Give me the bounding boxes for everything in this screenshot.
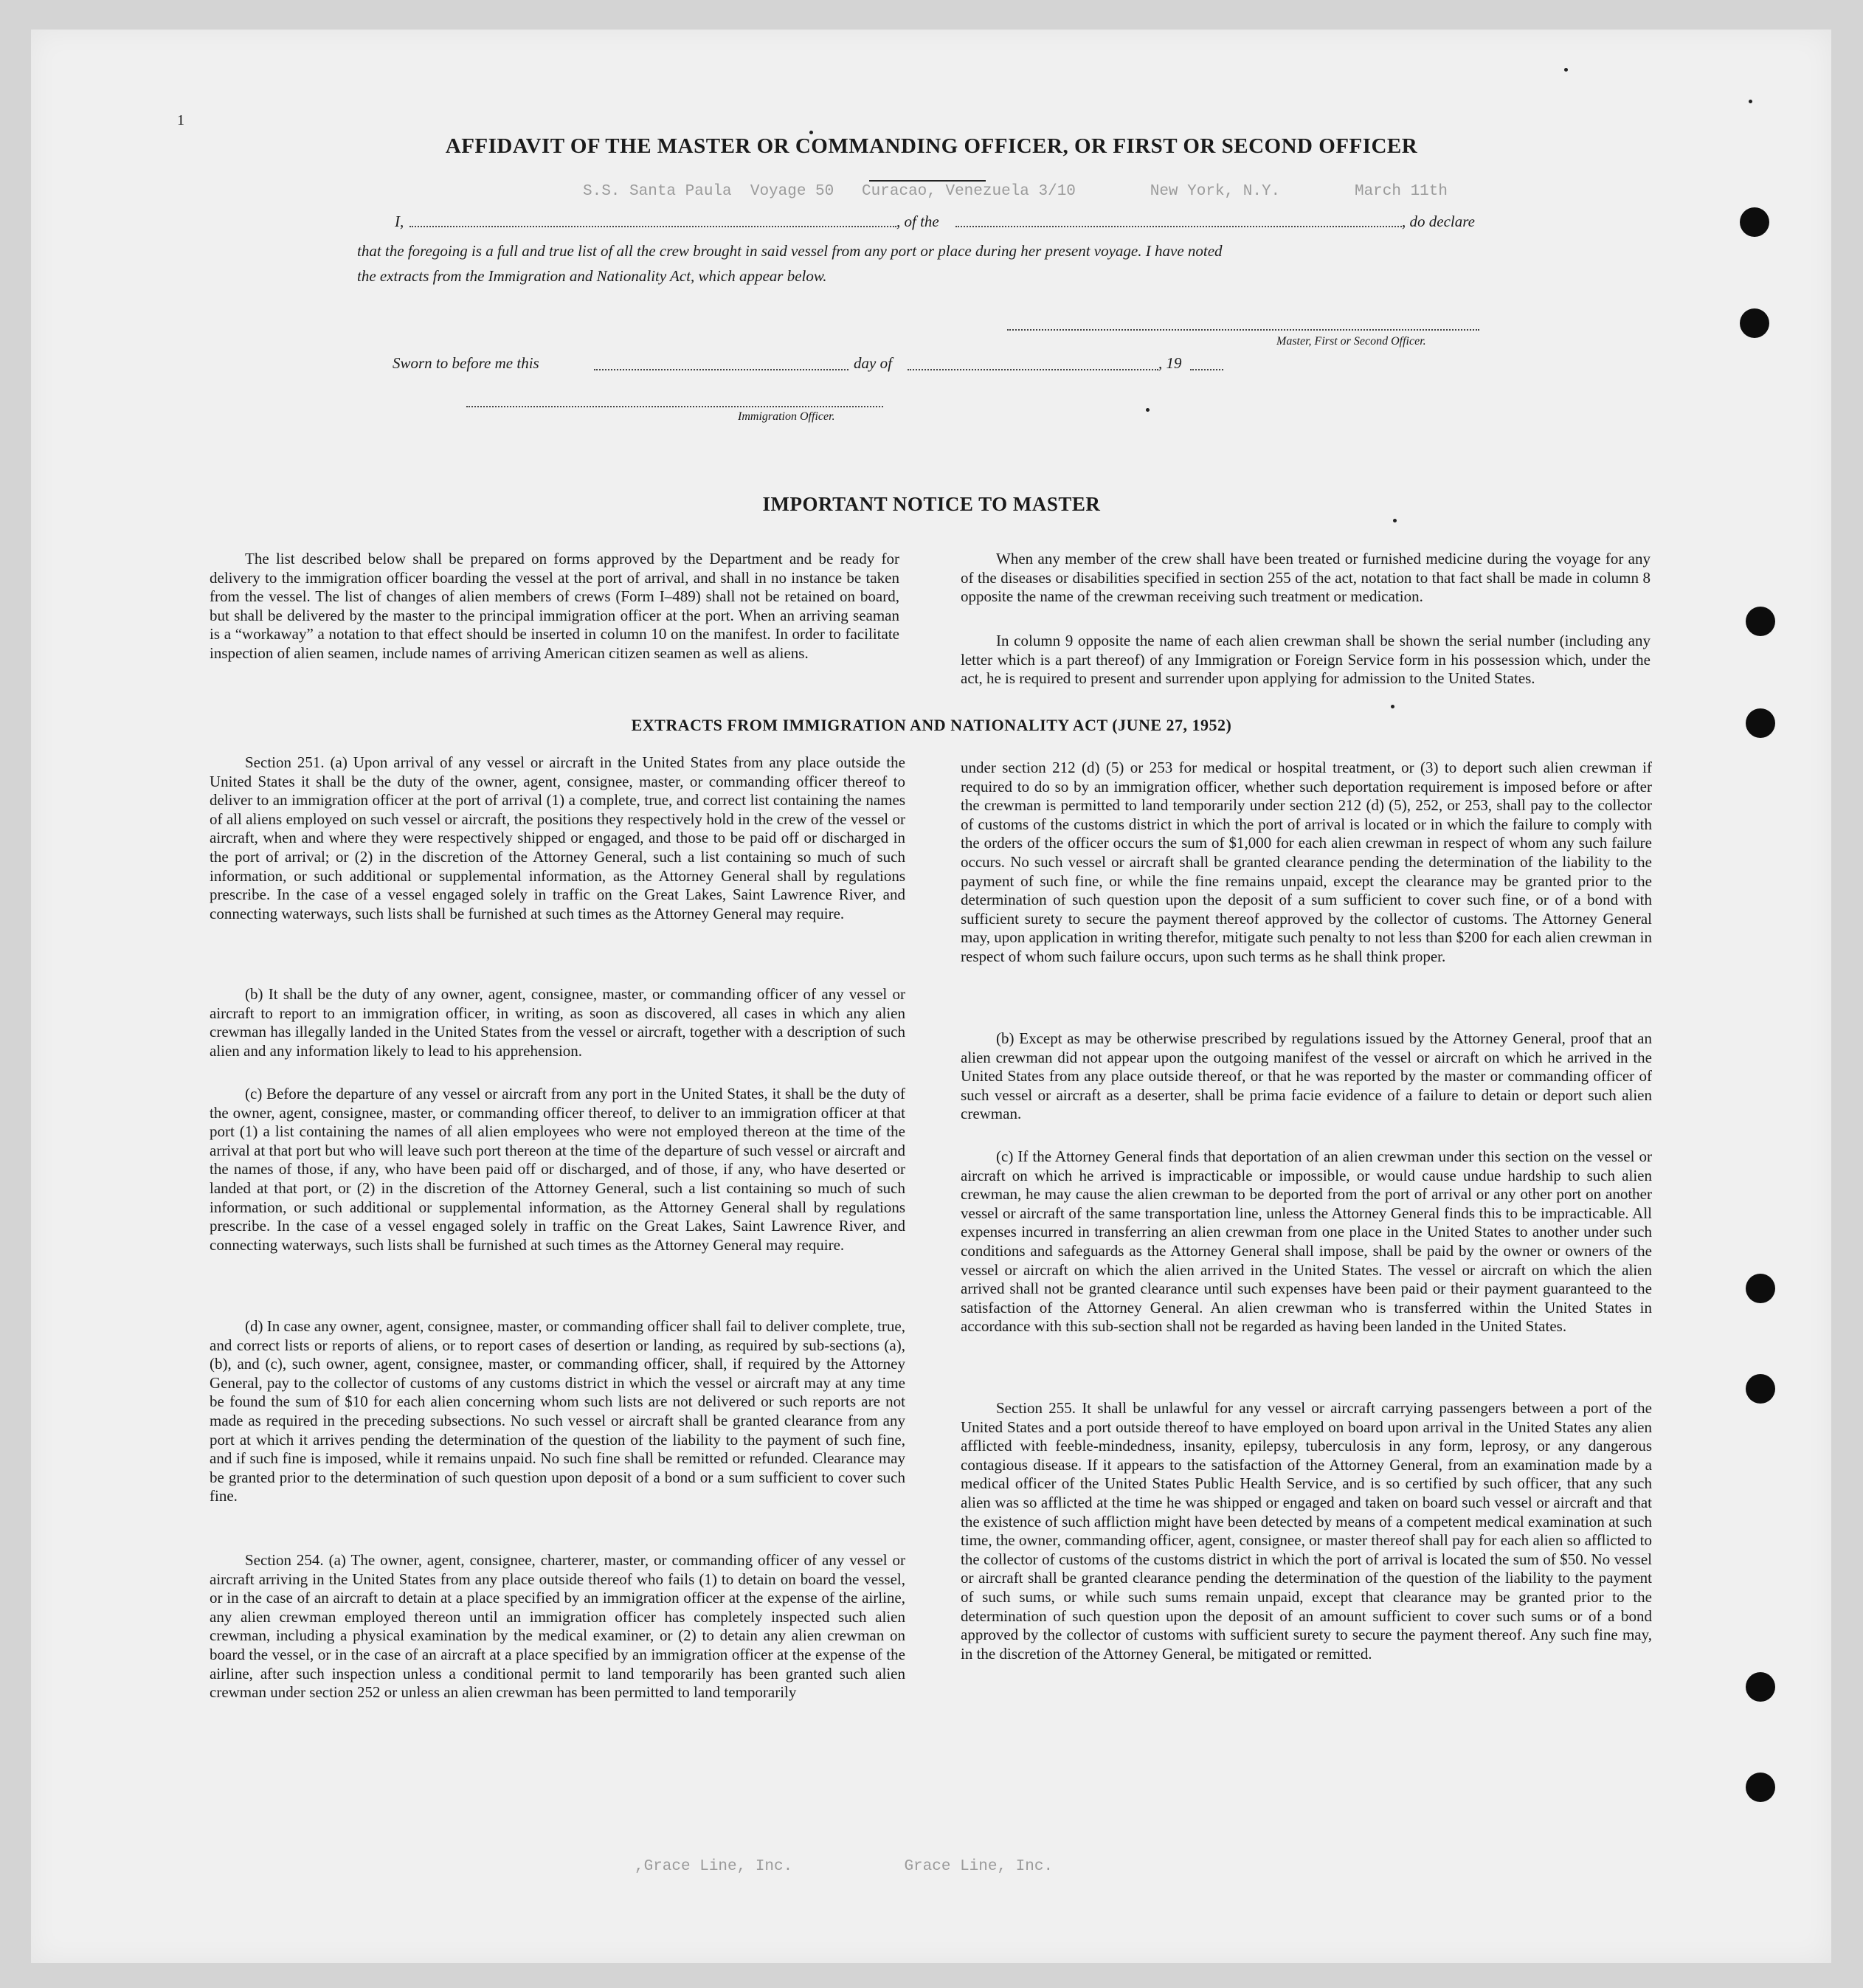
notice-title: IMPORTANT NOTICE TO MASTER xyxy=(762,493,1101,515)
extract-right-section-254a-cont: under section 212 (d) (5) or 253 for medical or hospital treatment, or (3) to deport such alien crewman if required to do so by an immigration officer, whether such deportation requirement is imposed before or after the crewman is permitted to land temporarily under section 212 (d) (5), 252, or 253, shall pay to the collector of customs of the customs district in which the port of arrival is located or in which the failure to comply with the orders of the officer occurs the sum of $1,000 for each alien crewman in respect of whom any such failure occurs. No such vessel or aircraft shall be granted clearance pending the determination of the liability to the payment of such fine, or while the fine remains unpaid, except the clearance may be granted prior to the determination of such question upon the deposit of a sum sufficient to cover such fine, or of a bond with sufficient surety to secure the payment thereof approved by the collector of customs. The Attorney General may, upon application in writing therefor, mitigate such penalty to not less than $200 for each alien crewman in respect of whom such failure occurs, upon such terms as he shall think proper. xyxy=(961,759,1652,965)
sworn-day-field[interactable] xyxy=(594,369,848,370)
immigration-officer-field[interactable] xyxy=(466,406,883,407)
punch-hole xyxy=(1740,308,1769,338)
declaration-line-2: the extracts from the Immigration and Nationality Act, which appear below. xyxy=(357,267,827,285)
notice-left-paragraph: The list described below shall be prepared on forms approved by the Department and be ready for delivery to the immigration officer boarding the vessel at the port of arrival, and shall in no instance be taken from the vessel. The list of changes of alien members of crews (Form I–489) shall not be retained on board, but shall be delivered by the master to the principal immigration officer at the port. When an arriving seaman is a “workaway” a notation to that effect should be inserted in column 10 on the manifest. In order to facilitate inspection of alien seamen, include names of arriving American citizen seamen as well as aliens. xyxy=(210,550,899,662)
master-signature-label: Master, First or Second Officer. xyxy=(1276,335,1426,348)
declaration-line-1: that the foregoing is a full and true list of all the crew brought in said vessel from any port or place during her present voyage. I have noted xyxy=(357,242,1223,260)
notice-right-paragraph-2: In column 9 opposite the name of each alien crewman shall be shown the serial number (including any letter which is a part thereof) of any Immigration or Foreign Service form in his possession which, under the act, he is required to present and surrender upon applying for admission to the United States. xyxy=(961,632,1651,688)
ink-speck xyxy=(1564,68,1568,72)
page-mark: 1 xyxy=(177,112,184,128)
showthrough-top: S.S. Santa Paula Voyage 50 Curacao, Venezuela 3/10 New York, N.Y. March 11th xyxy=(583,183,1448,200)
ink-speck xyxy=(1749,100,1752,103)
punch-hole xyxy=(1746,1374,1775,1404)
declaration-of-the: , of the xyxy=(896,213,939,230)
declaration-i: I, xyxy=(395,213,404,230)
punch-hole xyxy=(1746,607,1775,636)
extract-left-section-254a: Section 254. (a) The owner, agent, consignee, charterer, master, or commanding officer of any vessel or aircraft arriving in the United States from any place outside thereof who fails (1) to detain on board the vessel, or in the case of an aircraft to detain at a place specified by an immigration officer at the expense of the airline, any alien crewman employed thereon until an immigration officer has completely inspected such alien crewman, including a physical examination by the medical examiner, or (2) to detain any alien crewman on board the vessel, or in the case of an aircraft at a place specified by an immigration officer at the expense of the airline, after such inspection unless a conditional permit to land temporarily has been granted such alien crewman under section 252 or unless an alien crewman has been permitted to land temporarily xyxy=(210,1551,905,1702)
punch-hole xyxy=(1746,1672,1775,1702)
extract-left-section-251c: (c) Before the departure of any vessel or aircraft from any port in the United States, it shall be the duty of the owner, agent, consignee, master, or commanding officer thereof, to deliver to an immigration officer at that port (1) a list containing the names of all alien employees who were not employed thereon at the time of the arrival at that port but who will leave such port thereon at the time of the departure of such vessel or aircraft and the names of those, if any, who have been paid off or discharged, and of those, if any, who have deserted or landed at that port, or (2) in the discretion of the Attorney General, such a list containing so much of such information, or such additional or supplemental information, as the Attorney General shall by regulations prescribe. In the case of a vessel engaged solely in traffic on the Great Lakes, Saint Lawrence River, and connecting waterways, such lists shall be furnished at such times as the Attorney General may require. xyxy=(210,1085,905,1254)
extract-left-section-251a: Section 251. (a) Upon arrival of any vessel or aircraft in the United States from any place outside the United States it shall be the duty of the owner, agent, consignee, master, or commanding officer thereof to deliver to an immigration officer at the port of arrival (1) a complete, true, and correct list containing the names of all aliens employed on such vessel or aircraft, the positions they respectively hold in the crew of the vessel or aircraft, when and where they were respectively shipped or engaged, and those to be paid off or discharged in the port of arrival; or (2) in the discretion of the Attorney General, such a list containing so much of such information, or such additional or supplemental information, as the Attorney General shall by regulations prescribe. In the case of a vessel engaged solely in traffic on the Great Lakes, Saint Lawrence River, and connecting waterways, such lists shall be furnished at such times as the Attorney General may require. xyxy=(210,753,905,922)
year-label: , 19 xyxy=(1158,354,1182,372)
punch-hole xyxy=(1746,1274,1775,1303)
ink-speck xyxy=(809,131,813,134)
sworn-month-field[interactable] xyxy=(908,369,1158,370)
ink-speck xyxy=(1146,408,1150,412)
extract-left-section-251b: (b) It shall be the duty of any owner, agent, consignee, master, or commanding officer of any vessel or aircraft to report to an immigration officer, in writing, as soon as discovered, all cases in which any alien crewman has illegally landed in the United States from the vessel or aircraft, together with a description of such alien and any information likely to lead to his apprehension. xyxy=(210,985,905,1060)
extract-left-section-251d: (d) In case any owner, agent, consignee, master, or commanding officer shall fail to deliver complete, true, and correct lists or reports of aliens, or to report cases of desertion or landing, as required by sub-sections (a), (b), and (c), such owner, agent, consignee, master, or commanding officer, shall, if required by the Attorney General, pay to the collector of customs of any customs district in which the vessel or aircraft may at any time be found the sum of $10 for each alien concerning whom such lists are not delivered or such reports are not made as required in the preceding subsections. No such vessel or aircraft shall be granted clearance from any port at which it arrives pending the determination of the question of the liability to the payment of such fine, and if such fine is imposed, while it remains unpaid. No such fine shall be remitted or refunded. Clearance may be granted prior to the determination of such question upon deposit of a bond or a sum sufficient to cover such fine. xyxy=(210,1317,905,1505)
ink-speck xyxy=(1393,519,1397,522)
name-field[interactable] xyxy=(409,226,896,227)
showthrough-bottom: ,Grace Line, Inc. Grace Line, Inc. xyxy=(635,1858,1054,1875)
year-field[interactable] xyxy=(1190,369,1223,370)
day-of-label: day of xyxy=(854,354,892,372)
sworn-label: Sworn to before me this xyxy=(393,354,539,372)
ink-speck xyxy=(1391,705,1394,708)
extract-right-section-255: Section 255. It shall be unlawful for any vessel or aircraft carrying passengers between a port of the United States and a port outside thereof to have employed on board upon arrival in the United States any alien afflicted with feeble-mindedness, insanity, epilepsy, tuberculosis in any form, leprosy, or any dangerous contagious disease. If it appears to the satisfaction of the Attorney General, from an examination made by a medical officer of the United States Public Health Service, and is so certified by such officer, that any such alien was so afflicted at the time he was shipped or engaged and taken on board such vessel or aircraft and that the existence of such affliction might have been detected by means of a competent medical examination at such time, the owner, commanding officer, agent, consignee, or master thereof shall pay for each alien so afflicted to the collector of customs of the customs district in which the port of arrival is located the sum of $50. No vessel or aircraft shall be granted clearance pending the determination of the question of the liability to the payment of such sums, or while such sums remain unpaid, except that clearance may be granted prior to the determination of such question upon the deposit of an amount sufficient to cover such sums or of a bond approved by the collector of customs with sufficient surety to secure the payment thereof. Any such fine may, in the discretion of the Attorney General, be mitigated or remitted. xyxy=(961,1399,1652,1663)
immigration-officer-label: Immigration Officer. xyxy=(738,410,835,423)
title-rule xyxy=(869,180,986,182)
affidavit-title: AFFIDAVIT OF THE MASTER OR COMMANDING OFFICER, OR FIRST OR SECOND OFFICER xyxy=(445,134,1418,158)
notice-right-paragraph-1: When any member of the crew shall have been treated or furnished medicine during the voyage for any of the diseases or disabilities specified in section 255 of the act, notation to that fact shall be made in column 8 opposite the name of the crewman receiving such treatment or medication. xyxy=(961,550,1651,606)
master-signature-field[interactable] xyxy=(1007,329,1479,331)
extract-right-section-254b: (b) Except as may be otherwise prescribed by regulations issued by the Attorney General, proof that an alien crewman did not appear upon the outgoing manifest of the vessel or aircraft on which he arrived in the United States from any place outside thereof, or that he was reported by the master or commanding officer of such vessel or aircraft as a deserter, shall be prima facie evidence of a failure to detain or deport such alien crewman. xyxy=(961,1029,1652,1123)
declaration-do-declare: , do declare xyxy=(1402,213,1475,230)
punch-hole xyxy=(1746,1773,1775,1802)
extract-right-section-254c: (c) If the Attorney General finds that deportation of an alien crewman under this section on the vessel or aircraft on which he arrived is impracticable or impossible, or would cause undue hardship to such alien crewman, he may cause the alien crewman to be deported from the port of arrival or any other port on another vessel or aircraft of the same transportation line, unless the Attorney General finds this to be impracticable. All expenses incurred in transferring an alien crewman from one place in the United States to another under such conditions and safeguards as the Attorney General shall impose, shall be paid by the owner or owners of the vessel or aircraft on which the alien arrived in the United States. The vessel or aircraft on which the alien arrived shall not be granted clearance until such expenses have been paid or their payment guaranteed to the satisfaction of the Attorney General. An alien crewman who is transferred within the United States in accordance with this sub-section shall not be regarded as having been landed in the United States. xyxy=(961,1147,1652,1336)
punch-hole xyxy=(1740,207,1769,237)
extracts-title: EXTRACTS FROM IMMIGRATION AND NATIONALITY ACT (JUNE 27, 1952) xyxy=(631,716,1232,734)
vessel-field[interactable] xyxy=(955,226,1402,227)
